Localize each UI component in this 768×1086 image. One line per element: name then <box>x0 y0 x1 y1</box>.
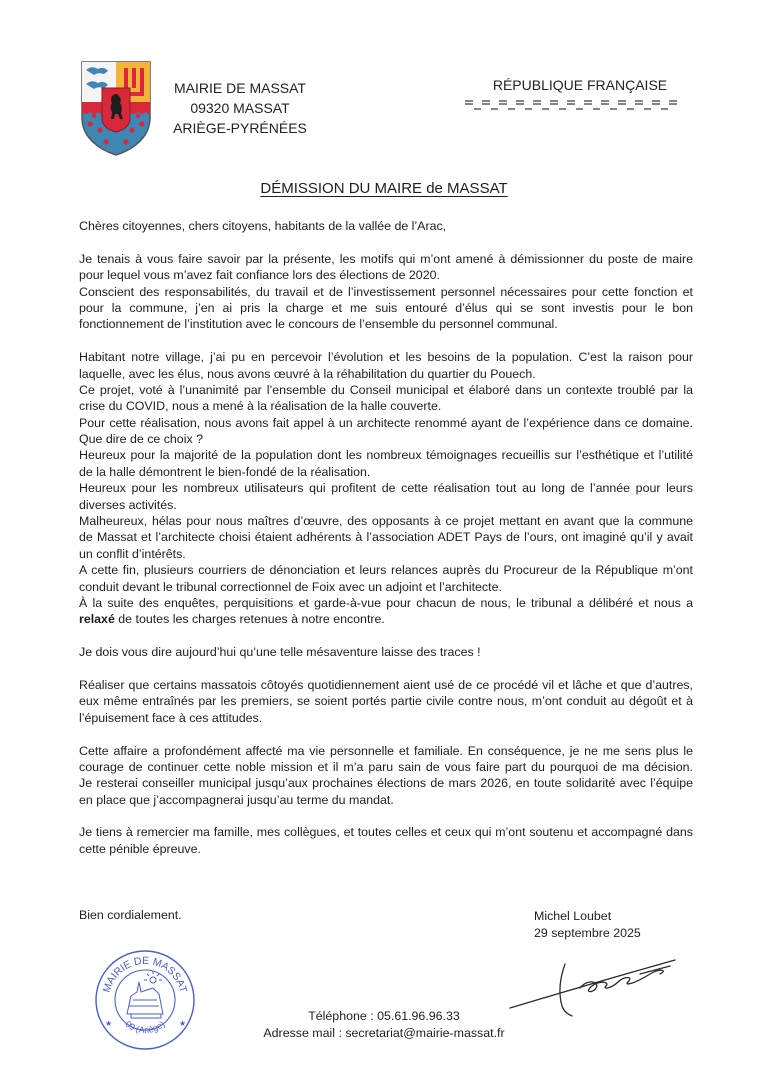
svg-text:★: ★ <box>105 1019 113 1028</box>
page-title: DÉMISSION DU MAIRE de MASSAT <box>260 180 508 197</box>
text-line: Je tiens à remercier ma famille, mes collègues, et toutes celles et ceux qui m’ont soutenu et accompagné dans <box>79 825 693 840</box>
relaxe-emphasis: relaxé <box>79 612 115 627</box>
spacer <box>79 333 693 349</box>
mairie-postcode-city: 09320 MASSAT <box>190 100 290 116</box>
text-line: Réaliser que certains massatois côtoyés quotidiennement aient usé de ce procédé vil et lâche et que d’autres, <box>79 677 693 692</box>
spacer <box>79 726 693 742</box>
text-line: À la suite des enquêtes, perquisitions et garde-à-vue pour chacun de nous, le tribunal a délibéré et nous a <box>79 595 693 610</box>
mairie-region: ARIÈGE-PYRÉNÉES <box>173 120 307 136</box>
text-line: diverses activités. <box>79 497 177 512</box>
mairie-address-block <box>170 78 310 138</box>
text-line: pour la commune, j’en ai pris la charge et me suis entouré d’élus qui se sont investis pour le bon <box>79 300 693 315</box>
republique-francaise-heading: RÉPUBLIQUE FRANÇAISE <box>492 77 668 93</box>
svg-text:MAIRIE DE MASSAT: MAIRIE DE MASSAT <box>100 954 190 995</box>
spacer <box>79 661 693 677</box>
text-line: Je resterai conseiller municipal jusqu’aux prochaines élections de mars 2026, en toute solidarité avec l’équipe <box>79 776 693 791</box>
signer-block <box>534 908 641 942</box>
text-line: en place que j’accompagnerai jusqu’au terme du mandat. <box>79 792 394 807</box>
signer-name: Michel Loubet <box>534 909 612 923</box>
text-line: Heureux pour la majorité de la population dont les nombreux témoignages recueillis sur l’esthétique et l’utilité <box>79 448 693 463</box>
spacer <box>79 808 693 824</box>
text-line: cette pénible épreuve. <box>79 841 201 856</box>
paragraph-traces: Je dois vous dire aujourd’hui qu’une telle mésaventure laisse des traces ! <box>79 645 481 660</box>
text-line: Habitant notre village, j’ai pu en percevoir l’évolution et les besoins de la population. C’est la raison pour <box>79 350 693 365</box>
paragraph-thanks <box>79 824 693 857</box>
text-line: Cette affaire a profondément affecté ma vie personnelle et familiale. En conséquence, je ne me sens plus le <box>79 743 693 758</box>
text-line: un conflit d’intérêts. <box>79 546 186 561</box>
text-fragment: de toutes les charges retenues à notre encontre. <box>114 612 385 627</box>
email-address: Adresse mail : secretariat@mairie-massat.fr <box>263 1026 505 1040</box>
paragraph-halle-project <box>79 349 693 628</box>
text-line: crise du COVID, nous a mené à la réalisation de la halle couverte. <box>79 399 442 414</box>
text-line: Que dire de ce choix ? <box>79 432 203 447</box>
text-line: Je tenais à vous faire savoir par la présente, les motifs qui m’ont amené à démissionner du poste de maire <box>79 251 693 266</box>
paragraph-motives <box>79 251 693 333</box>
letter-body <box>79 218 693 857</box>
massat-coat-of-arms-icon <box>80 60 152 156</box>
text-line: de la halle démontrent le bien-fondé de la réalisation. <box>79 464 371 479</box>
contact-footer <box>0 1008 768 1042</box>
text-line: de Massat et l’architecte choisi étaient adhérents à l’association ADET Pays de l’ours, ont imaginé qu’il y avait <box>79 530 693 545</box>
text-line: conduit devant le tribunal correctionnel de Foix avec un adjoint et l’architecte. <box>79 579 502 594</box>
svg-text:★: ★ <box>179 1019 187 1028</box>
text-line: Heureux pour les nombreux utilisateurs qui profitent de cette réalisation tout au long de l’année pour leurs <box>79 481 693 496</box>
signature-date: 29 septembre 2025 <box>534 926 641 940</box>
text-line: Malheureux, hélas pour nous maîtres d’œuvre, des opposants à ce projet mettant en avant que la commune <box>79 514 693 529</box>
paragraph-attitudes <box>79 677 693 726</box>
text-line-relaxe <box>79 611 693 627</box>
decorative-dash-divider <box>465 98 685 112</box>
text-line: Ce projet, voté à l’unanimité par l’ensemble du Conseil municipal et élaboré dans un contexte troublé par la <box>79 382 693 397</box>
text-line: l’épuisement face à ces attitudes. <box>79 710 263 725</box>
text-line: laquelle, avec les élus, nous avons œuvré à la réhabilitation du quartier du Pouech. <box>79 366 536 381</box>
greeting: Chères citoyennes, chers citoyens, habitants de la vallée de l’Arac, <box>79 219 447 233</box>
closing-salutation: Bien cordialement. <box>79 908 182 922</box>
text-line: courage de continuer cette noble mission et il m’a paru sain de vous faire part du pourquoi de ma décision. <box>79 759 693 774</box>
text-line: eux même entraînés par les premiers, se soient portés partie civile contre nous, m’ont conduit au dégoût et à <box>79 694 693 709</box>
text-line: A cette fin, plusieurs courriers de dénonciation et leurs relances auprès du Procureur de la République m’ont <box>79 563 693 578</box>
svg-text:09 (Ariège): 09 (Ariège) <box>123 1018 167 1036</box>
text-line: pour lequel vous m’avez fait confiance lors des élections de 2020. <box>79 268 440 283</box>
text-line: Pour cette réalisation, nous avons fait appel à un architecte renommé ayant de l’expérience dans ce domaine. <box>79 415 693 430</box>
spacer <box>79 628 693 644</box>
text-line: fonctionnement de l’institution avec le concours de l’ensemble du personnel communal. <box>79 317 558 332</box>
spacer <box>79 234 693 250</box>
phone-number: Téléphone : 05.61.96.96.33 <box>308 1009 460 1023</box>
text-line: Conscient des responsabilités, du travail et de l’investissement personnel nécessaires pour cette fonction et <box>79 284 693 299</box>
paragraph-decision <box>79 743 693 809</box>
mairie-name: MAIRIE DE MASSAT <box>174 80 306 96</box>
